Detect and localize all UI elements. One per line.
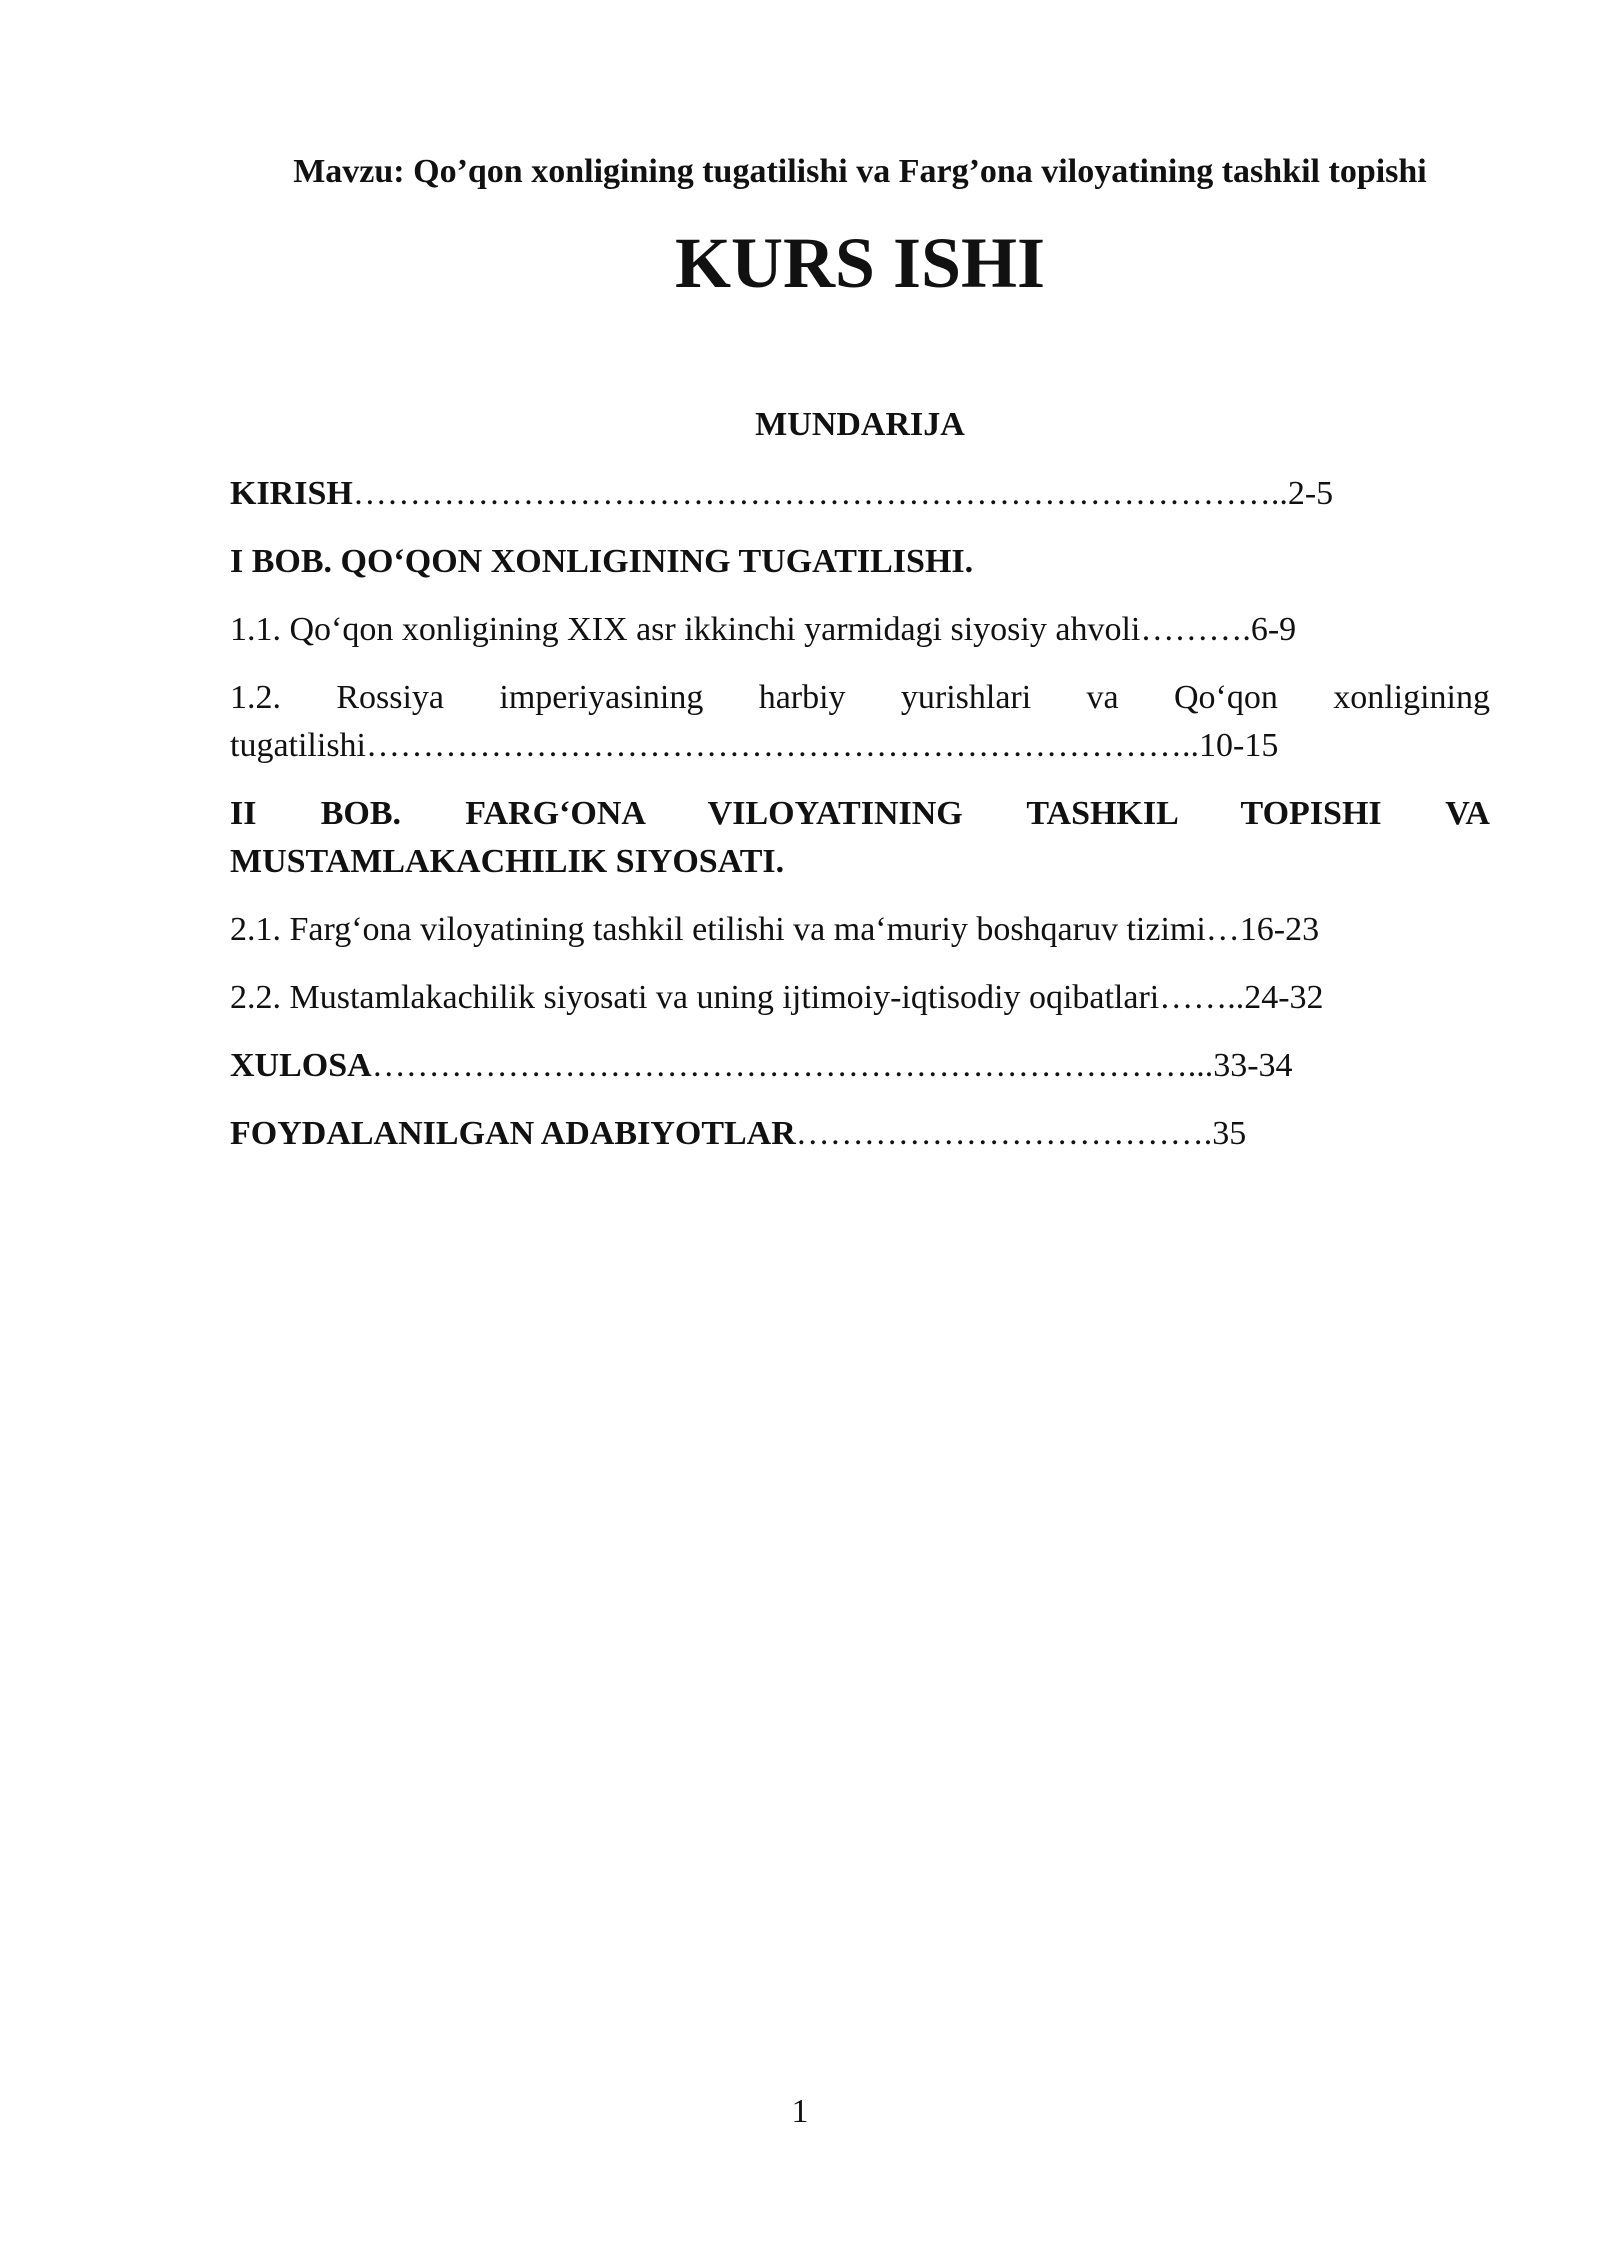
toc-entry-label: I BOB. QO‘QON XONLIGINING TUGATILISHI. xyxy=(230,543,974,580)
toc-page-range: 33-34 xyxy=(1213,1047,1293,1084)
toc-entry-xulosa xyxy=(230,1042,1490,1090)
toc-page-range: 2-5 xyxy=(1287,475,1334,512)
toc-section-1-1 xyxy=(230,606,1490,654)
toc-leader: ………………………………. xyxy=(795,1115,1213,1152)
toc-section-1-2 xyxy=(230,674,1490,770)
topic-line: Mavzu: Qo’qon xonligining tugatilishi va Farg’ona viloyatining tashkil topishi xyxy=(293,153,1427,190)
toc-entry-text: 1.1. Qo‘qon xonligining XIX asr ikkinchi yarmidagi siyosiy ahvoli……….6-9 xyxy=(230,611,1297,648)
toc-entry-text: 1.2. Rossiya imperiyasining harbiy yurishlari va Qo‘qon xonligining tugatilishi………………………………………………………………..10-15 xyxy=(230,679,1490,764)
toc-entry-kirish xyxy=(230,470,1490,518)
document-title: KURS ISHI xyxy=(674,223,1046,303)
toc-entry-text: 2.1. Farg‘ona viloyatining tashkil etilishi va ma‘muriy boshqaruv tizimi…16-23 xyxy=(230,911,1320,948)
toc-chapter-1 xyxy=(230,538,1490,586)
toc-page-range: 35 xyxy=(1212,1115,1247,1152)
toc-heading: MUNDARIJA xyxy=(755,406,965,443)
toc-entry-label: XULOSA xyxy=(230,1047,372,1084)
toc-chapter-2 xyxy=(230,790,1490,886)
toc-entry-label: KIRISH xyxy=(230,475,353,512)
toc-entry-label: FOYDALANILGAN ADABIYOTLAR xyxy=(230,1115,796,1152)
toc-entry-label: II BOB. FARG‘ONA VILOYATINING TASHKIL TOPISHI VA MUSTAMLAKACHILIK SIYOSATI. xyxy=(230,795,1490,880)
toc-entry-adabiyotlar xyxy=(230,1110,1490,1158)
toc-section-2-1 xyxy=(230,906,1490,954)
toc-section-2-2 xyxy=(230,974,1490,1022)
toc-entry-text: 2.2. Mustamlakachilik siyosati va uning ijtimoiy-iqtisodiy oqibatlari……..24-32 xyxy=(230,979,1324,1016)
toc-leader: ……………………………………………………………………….. xyxy=(352,475,1288,512)
page-number: 1 xyxy=(791,2093,809,2130)
toc-leader: ………………………………………………………………... xyxy=(371,1047,1214,1084)
